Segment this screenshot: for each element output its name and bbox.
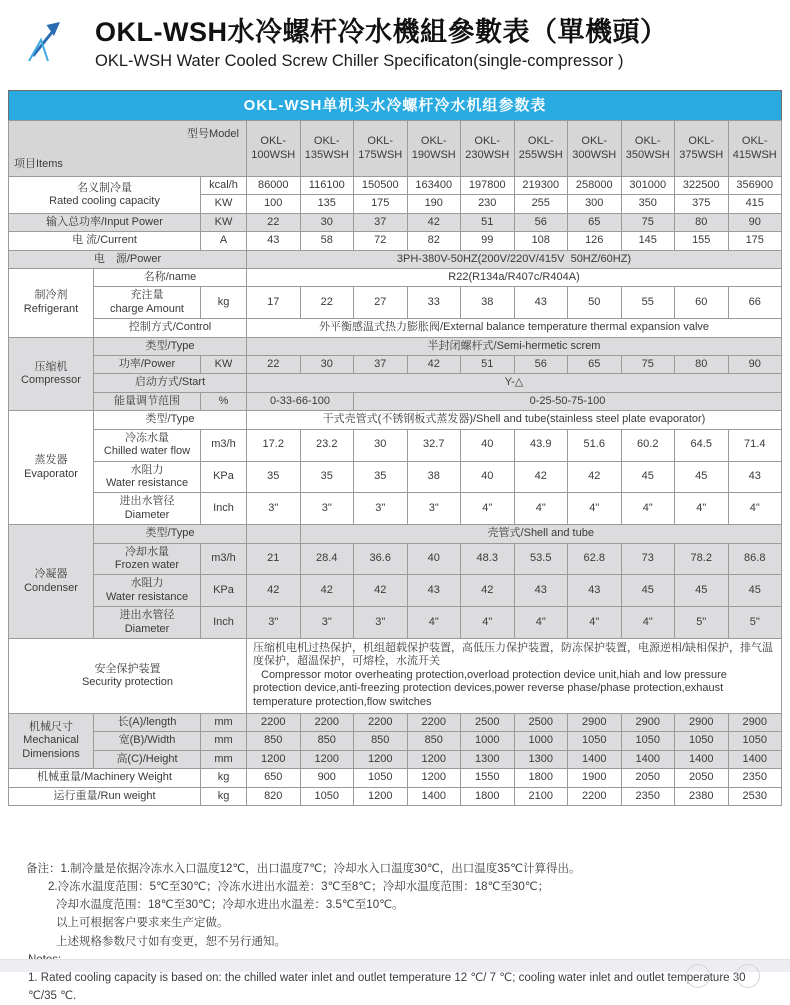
footer-decoration-circle bbox=[686, 964, 710, 988]
value-cell: 75 bbox=[621, 356, 675, 374]
value-cell: 1800 bbox=[461, 787, 515, 805]
value-cell: 45 bbox=[728, 575, 782, 607]
value-cell: 72 bbox=[354, 232, 408, 250]
value-cell: 58 bbox=[300, 232, 354, 250]
value-cell: 17.2 bbox=[247, 429, 301, 461]
items-header-label: 项目Items bbox=[14, 158, 63, 171]
value-cell: 850 bbox=[407, 732, 461, 750]
value-cell: 1050 bbox=[568, 732, 622, 750]
table-row bbox=[9, 287, 782, 319]
row-label-cell: 名称/name bbox=[94, 269, 247, 287]
value-cell: 37 bbox=[354, 356, 408, 374]
value-cell: 0-25-50-75-100 bbox=[354, 392, 782, 410]
row-label-cell: 电 流/Current bbox=[9, 232, 201, 250]
table-row bbox=[9, 607, 782, 639]
value-cell: 230 bbox=[461, 195, 515, 213]
model-column-header: OKL- 375WSH bbox=[675, 121, 729, 177]
value-cell: 4" bbox=[461, 493, 515, 525]
value-cell: 2200 bbox=[568, 787, 622, 805]
value-cell: 42 bbox=[568, 461, 622, 493]
value-cell: 2380 bbox=[675, 787, 729, 805]
table-row bbox=[9, 461, 782, 493]
value-cell: 3" bbox=[247, 607, 301, 639]
value-cell: 2050 bbox=[675, 769, 729, 787]
page-subtitle: OKL-WSH Water Cooled Screw Chiller Specificaton(single-compressor ) bbox=[95, 52, 624, 70]
row-label-cell: 启动方式/Start bbox=[94, 374, 247, 392]
value-cell: 255 bbox=[514, 195, 568, 213]
row-label-cell: 运行重量/Run weight bbox=[9, 787, 201, 805]
value-cell: 62.8 bbox=[568, 543, 622, 575]
value-cell: 900 bbox=[300, 769, 354, 787]
value-cell: 42 bbox=[354, 575, 408, 607]
value-cell: 66 bbox=[728, 287, 782, 319]
value-cell: 2500 bbox=[461, 714, 515, 732]
value-cell: 30 bbox=[300, 356, 354, 374]
value-cell: 2530 bbox=[728, 787, 782, 805]
row-label-cell: 安全保护装置 Security protection bbox=[9, 638, 247, 713]
unit-cell: KPa bbox=[201, 461, 247, 493]
row-label-cell: 进出水管径 Diameter bbox=[94, 493, 201, 525]
row-label-cell: 电 源/Power bbox=[9, 250, 247, 268]
value-cell: 5" bbox=[675, 607, 729, 639]
unit-cell: Inch bbox=[201, 607, 247, 639]
section-label-cell: 压缩机 Compressor bbox=[9, 337, 94, 411]
value-cell: 2100 bbox=[514, 787, 568, 805]
value-cell: 2200 bbox=[354, 714, 408, 732]
value-cell: 4" bbox=[514, 607, 568, 639]
value-cell: 4" bbox=[514, 493, 568, 525]
table-row bbox=[9, 714, 782, 732]
row-label-cell: 宽(B)/Width bbox=[94, 732, 201, 750]
value-cell: 2200 bbox=[407, 714, 461, 732]
value-cell: 1200 bbox=[407, 769, 461, 787]
section-label-cell: 冷凝器 Condenser bbox=[9, 525, 94, 639]
value-cell: 86.8 bbox=[728, 543, 782, 575]
value-cell: 650 bbox=[247, 769, 301, 787]
value-cell: 163400 bbox=[407, 177, 461, 195]
unit-cell: kg bbox=[201, 769, 247, 787]
table-row bbox=[9, 232, 782, 250]
value-cell: 42 bbox=[407, 356, 461, 374]
model-column-header: OKL- 190WSH bbox=[407, 121, 461, 177]
value-cell: 356900 bbox=[728, 177, 782, 195]
value-cell: 60 bbox=[675, 287, 729, 319]
value-cell: 1200 bbox=[354, 787, 408, 805]
value-cell: 3" bbox=[407, 493, 461, 525]
value-cell: 2500 bbox=[514, 714, 568, 732]
row-label-cell: 机械重量/Machinery Weight bbox=[9, 769, 201, 787]
value-cell: 60.2 bbox=[621, 429, 675, 461]
value-cell: 5" bbox=[728, 607, 782, 639]
table-row bbox=[9, 493, 782, 525]
value-cell: 32.7 bbox=[407, 429, 461, 461]
unit-cell: A bbox=[201, 232, 247, 250]
section-label-cell: 制冷剂 Refrigerant bbox=[9, 269, 94, 338]
model-column-header: OKL- 230WSH bbox=[461, 121, 515, 177]
value-cell: 415 bbox=[728, 195, 782, 213]
value-cell: 65 bbox=[568, 213, 622, 231]
value-cell: 40 bbox=[407, 543, 461, 575]
value-cell: 78.2 bbox=[675, 543, 729, 575]
value-cell: 22 bbox=[247, 213, 301, 231]
value-cell: 23.2 bbox=[300, 429, 354, 461]
unit-cell: KW bbox=[201, 213, 247, 231]
brand-arrow-logo bbox=[27, 18, 67, 67]
value-cell: 1050 bbox=[621, 732, 675, 750]
value-cell: 4" bbox=[568, 493, 622, 525]
value-cell: 42 bbox=[461, 575, 515, 607]
value-cell: 1000 bbox=[461, 732, 515, 750]
note-line: 1. Rated cooling capacity is based on: the chilled water inlet and outlet temperature 12 ℃/ 7 ℃; cooling water inlet and outlet temperature 30 ℃/35 ℃. bbox=[28, 971, 749, 1003]
model-column-header: OKL- 350WSH bbox=[621, 121, 675, 177]
row-label-cell: 高(C)/Height bbox=[94, 750, 201, 768]
value-cell: 1000 bbox=[514, 732, 568, 750]
model-column-header: OKL- 255WSH bbox=[514, 121, 568, 177]
value-cell: 51 bbox=[461, 213, 515, 231]
next-page-edge bbox=[0, 959, 790, 972]
row-label-cell: 水阻力 Water resistance bbox=[94, 575, 201, 607]
unit-cell: kg bbox=[201, 287, 247, 319]
value-cell: 2900 bbox=[728, 714, 782, 732]
value-cell: 33 bbox=[407, 287, 461, 319]
value-cell: 301000 bbox=[621, 177, 675, 195]
value-cell bbox=[247, 525, 301, 543]
row-label-cell: 进出水管径 Diameter bbox=[94, 607, 201, 639]
value-cell: 45 bbox=[675, 575, 729, 607]
value-cell: 45 bbox=[621, 575, 675, 607]
spec-table-wrapper bbox=[8, 90, 782, 806]
value-cell: 21 bbox=[247, 543, 301, 575]
table-row bbox=[9, 177, 782, 195]
value-cell: 219300 bbox=[514, 177, 568, 195]
table-caption: OKL-WSH单机头水冷螺杆冷水机组参数表 bbox=[8, 90, 782, 120]
value-cell: 2200 bbox=[247, 714, 301, 732]
value-cell: 80 bbox=[675, 213, 729, 231]
table-row bbox=[9, 319, 782, 337]
value-cell: 45 bbox=[675, 461, 729, 493]
table-row bbox=[9, 213, 782, 231]
value-cell: 22 bbox=[300, 287, 354, 319]
unit-cell: mm bbox=[201, 714, 247, 732]
corner-header-cell bbox=[9, 121, 247, 177]
value-cell: 半封闭螺杆式/Semi-hermetic screm bbox=[247, 337, 782, 355]
value-cell: 42 bbox=[247, 575, 301, 607]
security-protection-cell: 压缩机电机过热保护，机组超载保护装置，高低压力保护装置，防冻保护装置，电源逆相/缺相保护，排气温度保护，超温保护，可熔栓，水流开关 Compressor motor overheating protection,overload protection device unit,hiah and low pressure protection device,anti-freezing protection devices,power reverse phase/phase protection,exhaust temperature protection,flow switches bbox=[247, 638, 782, 713]
model-column-header: OKL- 175WSH bbox=[354, 121, 408, 177]
value-cell: 1900 bbox=[568, 769, 622, 787]
value-cell: 3" bbox=[300, 607, 354, 639]
value-cell: 2350 bbox=[728, 769, 782, 787]
model-column-header: OKL- 135WSH bbox=[300, 121, 354, 177]
value-cell: 1200 bbox=[354, 750, 408, 768]
note-line: 冷却水温度范围：18℃至30℃；冷却水进出水温差：3.5℃至10℃。 bbox=[56, 899, 404, 912]
value-cell: 2350 bbox=[621, 787, 675, 805]
row-label-cell: 名义制冷量 Rated cooling capacity bbox=[9, 177, 201, 214]
row-label-cell: 冷冻水量 Chilled water flow bbox=[94, 429, 201, 461]
value-cell: 45 bbox=[621, 461, 675, 493]
unit-cell: kg bbox=[201, 787, 247, 805]
value-cell: 2200 bbox=[300, 714, 354, 732]
value-cell: 38 bbox=[407, 461, 461, 493]
row-label-cell: 类型/Type bbox=[94, 411, 247, 429]
value-cell: 42 bbox=[407, 213, 461, 231]
value-cell: 42 bbox=[514, 461, 568, 493]
value-cell: 38 bbox=[461, 287, 515, 319]
unit-cell: mm bbox=[201, 750, 247, 768]
value-cell: 1050 bbox=[354, 769, 408, 787]
value-cell: 850 bbox=[354, 732, 408, 750]
value-cell: 55 bbox=[621, 287, 675, 319]
value-cell: 4" bbox=[407, 607, 461, 639]
value-cell: 56 bbox=[514, 356, 568, 374]
note-line: 以上可根据客户要求来生产定做。 bbox=[56, 917, 229, 930]
footer-decoration-circle bbox=[736, 964, 760, 988]
title-block bbox=[95, 10, 667, 71]
page-title: OKL-WSH水冷螺杆冷水機組參數表（單機頭） bbox=[95, 17, 668, 47]
value-cell: 1300 bbox=[514, 750, 568, 768]
value-cell: 850 bbox=[300, 732, 354, 750]
arrow-logo-icon bbox=[27, 18, 67, 62]
row-label-cell: 类型/Type bbox=[94, 337, 247, 355]
value-cell: 43 bbox=[514, 575, 568, 607]
value-cell: 1400 bbox=[568, 750, 622, 768]
row-label-cell: 控制方式/Control bbox=[94, 319, 247, 337]
value-cell: 82 bbox=[407, 232, 461, 250]
value-cell: 4" bbox=[675, 493, 729, 525]
table-row bbox=[9, 750, 782, 768]
value-cell: 1800 bbox=[514, 769, 568, 787]
model-header-label: 型号Model bbox=[187, 128, 239, 140]
table-row bbox=[9, 543, 782, 575]
value-cell: 375 bbox=[675, 195, 729, 213]
spec-table bbox=[8, 120, 782, 806]
value-cell: 17 bbox=[247, 287, 301, 319]
table-row bbox=[9, 250, 782, 268]
value-cell: 850 bbox=[247, 732, 301, 750]
row-label-cell: 功率/Power bbox=[94, 356, 201, 374]
section-label-cell: 蒸发器 Evaporator bbox=[9, 411, 94, 525]
value-cell: 4" bbox=[461, 607, 515, 639]
value-cell: 外平衡感温式热力膨胀阀/External balance temperature thermal expansion valve bbox=[247, 319, 782, 337]
note-line: 上述规格参数尺寸如有变更，恕不另行通知。 bbox=[56, 935, 286, 948]
value-cell: 40 bbox=[461, 429, 515, 461]
table-row bbox=[9, 356, 782, 374]
note-line: 2.冷冻水温度范围：5℃至30℃；冷冻水进出水温差：3℃至8℃；冷却水温度范围：18℃至30℃； bbox=[48, 881, 550, 894]
page-header bbox=[0, 8, 790, 86]
value-cell: 30 bbox=[354, 429, 408, 461]
value-cell: 干式壳管式(不锈钢板式蒸发器)/Shell and tube(stainless steel plate evaporator) bbox=[247, 411, 782, 429]
row-label-cell: 能量调节范围 bbox=[94, 392, 201, 410]
value-cell: 2900 bbox=[675, 714, 729, 732]
notes-block bbox=[26, 860, 772, 1005]
model-header-row bbox=[9, 121, 782, 177]
value-cell: 1400 bbox=[728, 750, 782, 768]
value-cell: 35 bbox=[247, 461, 301, 493]
unit-cell: KW bbox=[201, 356, 247, 374]
value-cell: R22(R134a/R407c/R404A) bbox=[247, 269, 782, 287]
value-cell: 322500 bbox=[675, 177, 729, 195]
value-cell: Y-△ bbox=[247, 374, 782, 392]
value-cell: 1300 bbox=[461, 750, 515, 768]
table-row bbox=[9, 429, 782, 461]
value-cell: 36.6 bbox=[354, 543, 408, 575]
value-cell: 4" bbox=[568, 607, 622, 639]
note-line: 备注：1.制冷量是依据冷冻水入口温度12℃，出口温度7℃；冷却水入口温度30℃，出口温度35℃计算得出。 bbox=[26, 863, 581, 875]
value-cell: 73 bbox=[621, 543, 675, 575]
unit-cell: KW bbox=[201, 195, 247, 213]
value-cell: 90 bbox=[728, 213, 782, 231]
value-cell: 51.6 bbox=[568, 429, 622, 461]
value-cell: 3" bbox=[300, 493, 354, 525]
value-cell: 27 bbox=[354, 287, 408, 319]
value-cell: 40 bbox=[461, 461, 515, 493]
value-cell: 0-33-66-100 bbox=[247, 392, 354, 410]
value-cell: 1050 bbox=[300, 787, 354, 805]
value-cell: 190 bbox=[407, 195, 461, 213]
value-cell: 145 bbox=[621, 232, 675, 250]
row-label-cell: 长(A)/length bbox=[94, 714, 201, 732]
value-cell: 155 bbox=[675, 232, 729, 250]
value-cell: 48.3 bbox=[461, 543, 515, 575]
value-cell: 1550 bbox=[461, 769, 515, 787]
value-cell: 71.4 bbox=[728, 429, 782, 461]
table-row bbox=[9, 525, 782, 543]
table-row bbox=[9, 411, 782, 429]
value-cell: 37 bbox=[354, 213, 408, 231]
table-row bbox=[9, 392, 782, 410]
unit-cell: mm bbox=[201, 732, 247, 750]
table-row bbox=[9, 732, 782, 750]
value-cell: 2900 bbox=[621, 714, 675, 732]
unit-cell: KPa bbox=[201, 575, 247, 607]
value-cell: 43 bbox=[247, 232, 301, 250]
value-cell: 22 bbox=[247, 356, 301, 374]
value-cell: 126 bbox=[568, 232, 622, 250]
value-cell: 4" bbox=[728, 493, 782, 525]
model-column-header: OKL- 300WSH bbox=[568, 121, 622, 177]
value-cell: 4" bbox=[621, 493, 675, 525]
section-label-cell: 机械尺寸 Mechanical Dimensions bbox=[9, 714, 94, 769]
value-cell: 135 bbox=[300, 195, 354, 213]
value-cell: 3" bbox=[247, 493, 301, 525]
value-cell: 108 bbox=[514, 232, 568, 250]
table-row bbox=[9, 787, 782, 805]
value-cell: 175 bbox=[728, 232, 782, 250]
value-cell: 820 bbox=[247, 787, 301, 805]
value-cell: 42 bbox=[300, 575, 354, 607]
unit-cell: m3/h bbox=[201, 429, 247, 461]
value-cell: 壳管式/Shell and tube bbox=[300, 525, 782, 543]
value-cell: 35 bbox=[354, 461, 408, 493]
value-cell: 99 bbox=[461, 232, 515, 250]
row-label-cell: 类型/Type bbox=[94, 525, 247, 543]
value-cell: 2900 bbox=[568, 714, 622, 732]
value-cell: 1050 bbox=[728, 732, 782, 750]
row-label-cell: 冷却水量 Frozen water bbox=[94, 543, 201, 575]
row-label-cell: 水阻力 Water resistance bbox=[94, 461, 201, 493]
value-cell: 43 bbox=[407, 575, 461, 607]
unit-cell: m3/h bbox=[201, 543, 247, 575]
value-cell: 258000 bbox=[568, 177, 622, 195]
table-row bbox=[9, 269, 782, 287]
value-cell: 35 bbox=[300, 461, 354, 493]
unit-cell: Inch bbox=[201, 493, 247, 525]
value-cell: 300 bbox=[568, 195, 622, 213]
value-cell: 80 bbox=[675, 356, 729, 374]
table-row bbox=[9, 374, 782, 392]
model-column-header: OKL- 100WSH bbox=[247, 121, 301, 177]
value-cell: 1200 bbox=[407, 750, 461, 768]
value-cell: 100 bbox=[247, 195, 301, 213]
value-cell: 28.4 bbox=[300, 543, 354, 575]
value-cell: 43 bbox=[728, 461, 782, 493]
value-cell: 1400 bbox=[407, 787, 461, 805]
value-cell: 1400 bbox=[621, 750, 675, 768]
value-cell: 175 bbox=[354, 195, 408, 213]
value-cell: 30 bbox=[300, 213, 354, 231]
value-cell: 53.5 bbox=[514, 543, 568, 575]
value-cell: 1200 bbox=[300, 750, 354, 768]
value-cell: 1400 bbox=[675, 750, 729, 768]
unit-cell: kcal/h bbox=[201, 177, 247, 195]
value-cell: 75 bbox=[621, 213, 675, 231]
table-row bbox=[9, 337, 782, 355]
value-cell: 3PH-380V-50HZ(200V/220V/415V 50HZ/60HZ) bbox=[247, 250, 782, 268]
value-cell: 43 bbox=[514, 287, 568, 319]
value-cell: 3" bbox=[354, 607, 408, 639]
value-cell: 150500 bbox=[354, 177, 408, 195]
value-cell: 56 bbox=[514, 213, 568, 231]
value-cell: 43.9 bbox=[514, 429, 568, 461]
value-cell: 350 bbox=[621, 195, 675, 213]
value-cell: 4" bbox=[621, 607, 675, 639]
row-label-cell: 输入总功率/Input Power bbox=[9, 213, 201, 231]
row-label-cell: 充注量 charge Amount bbox=[94, 287, 201, 319]
unit-cell: % bbox=[201, 392, 247, 410]
value-cell: 1050 bbox=[675, 732, 729, 750]
value-cell: 50 bbox=[568, 287, 622, 319]
table-row bbox=[9, 769, 782, 787]
value-cell: 64.5 bbox=[675, 429, 729, 461]
value-cell: 1200 bbox=[247, 750, 301, 768]
value-cell: 90 bbox=[728, 356, 782, 374]
value-cell: 3" bbox=[354, 493, 408, 525]
table-row bbox=[9, 575, 782, 607]
value-cell: 116100 bbox=[300, 177, 354, 195]
value-cell: 86000 bbox=[247, 177, 301, 195]
value-cell: 197800 bbox=[461, 177, 515, 195]
table-row bbox=[9, 638, 782, 713]
value-cell: 2050 bbox=[621, 769, 675, 787]
value-cell: 43 bbox=[568, 575, 622, 607]
value-cell: 51 bbox=[461, 356, 515, 374]
model-column-header: OKL- 415WSH bbox=[728, 121, 782, 177]
value-cell: 65 bbox=[568, 356, 622, 374]
